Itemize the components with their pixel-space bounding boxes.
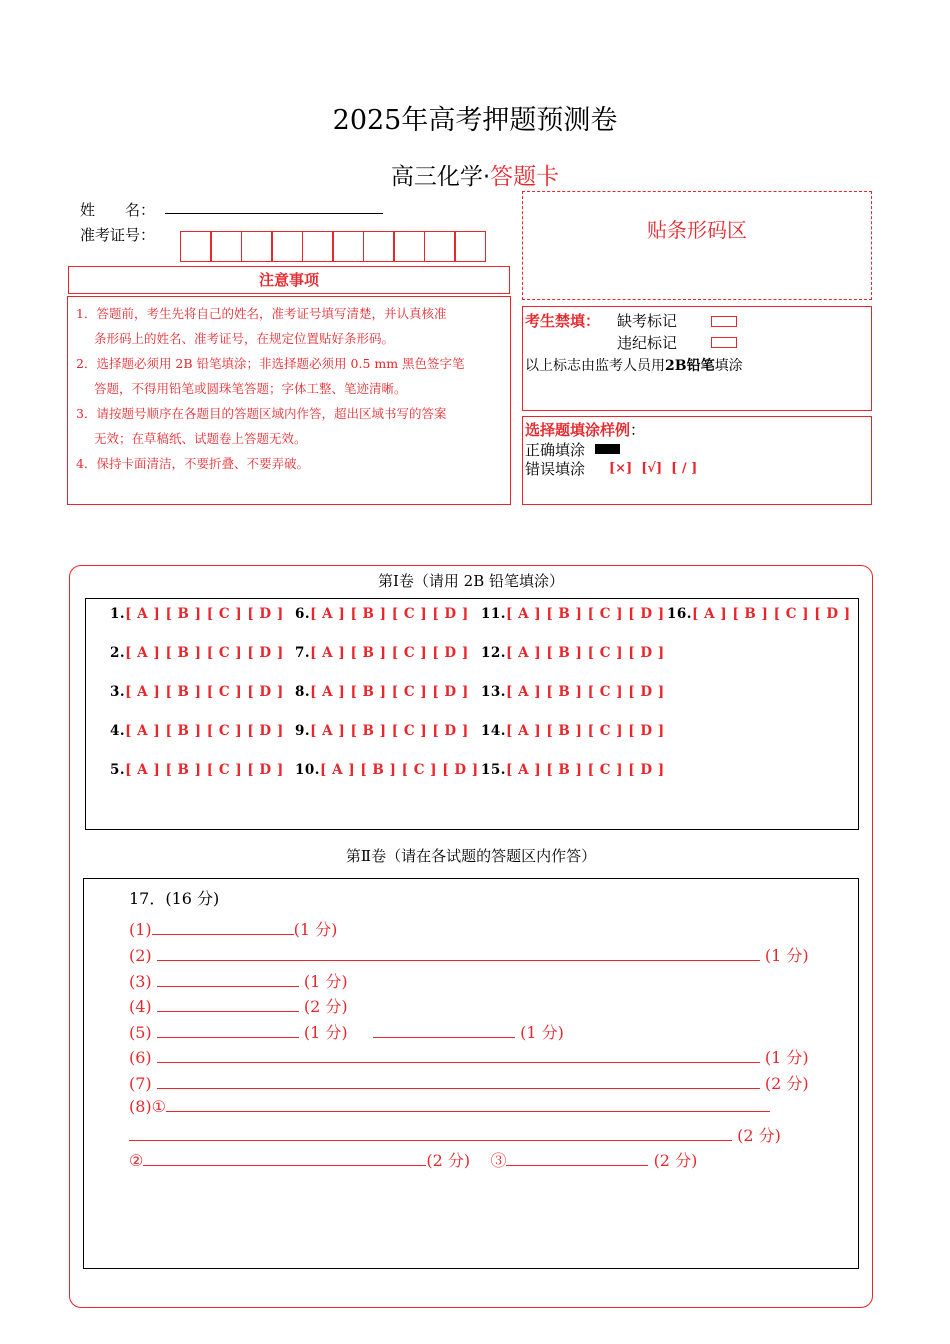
row-label: (5)	[129, 1023, 152, 1042]
row-label: (2)	[129, 946, 152, 965]
notice-item	[76, 451, 504, 476]
id-digit-box[interactable]	[180, 231, 212, 262]
notice-item	[76, 401, 504, 451]
mc-question-number: 13.	[481, 684, 506, 700]
wrong-fill-label: 错误填涂	[525, 460, 586, 478]
mc-options[interactable]: [ A ] [ B ] [ C ] [ D ]	[506, 606, 665, 622]
row-score: (1 分)	[764, 946, 809, 965]
mc-question-number: 10.	[295, 762, 320, 778]
answer-blank[interactable]	[166, 1097, 770, 1112]
exam-ban-panel	[522, 306, 872, 411]
mc-options[interactable]: [ A ] [ B ] [ C ] [ D ]	[125, 684, 284, 700]
id-number-boxes	[181, 231, 486, 262]
mc-question-number: 4.	[110, 723, 126, 739]
mc-question-number: 9.	[295, 723, 311, 739]
correct-fill-mark	[595, 444, 620, 454]
mc-options[interactable]: [ A ] [ B ] [ C ] [ D ]	[310, 723, 469, 739]
mc-options[interactable]: [ A ] [ B ] [ C ] [ D ]	[310, 684, 469, 700]
subtitle	[0, 158, 950, 191]
notice-line: 4．保持卡面清洁，不要折叠、不要弄破。	[76, 456, 309, 471]
mc-question	[295, 645, 469, 661]
barcode-area	[522, 191, 872, 300]
id-digit-box[interactable]	[393, 231, 425, 262]
notice-line: 条形码上的姓名、准考证号，在规定位置贴好条形码。	[94, 331, 395, 346]
row-label: ②	[129, 1151, 144, 1170]
q17-title: 17．(16 分)	[129, 889, 220, 908]
answer-row-1	[129, 917, 337, 940]
mc-options[interactable]: [ A ] [ B ] [ C ] [ D ]	[506, 645, 665, 661]
mc-question-number: 7.	[295, 645, 311, 661]
row-score: (2 分)	[653, 1151, 698, 1170]
answer-row-2	[129, 943, 809, 966]
row-label: (1)	[129, 920, 152, 939]
id-digit-box[interactable]	[363, 231, 395, 262]
answer-row-8-cont	[129, 1123, 781, 1146]
mc-options[interactable]: [ A ] [ B ] [ C ] [ D ]	[506, 762, 665, 778]
mc-question	[295, 684, 469, 700]
mc-question-number: 14.	[481, 723, 506, 739]
row-score: (2 分)	[737, 1126, 781, 1145]
notice-item	[76, 351, 504, 401]
note-prefix: 以上标志由监考人员用	[525, 358, 665, 374]
id-digit-box[interactable]	[271, 231, 303, 262]
mc-question-number: 3.	[110, 684, 126, 700]
mc-question	[667, 606, 851, 622]
id-digit-box[interactable]	[241, 231, 273, 262]
mc-options[interactable]: [ A ] [ B ] [ C ] [ D ]	[506, 723, 665, 739]
mc-options[interactable]: [ A ] [ B ] [ C ] [ D ]	[320, 762, 479, 778]
mc-question-number: 15.	[481, 762, 506, 778]
id-digit-box[interactable]	[210, 231, 242, 262]
row-score: (1 分)	[520, 1023, 564, 1042]
subtitle-main: 高三化学·	[390, 164, 491, 190]
multiple-choice-box	[85, 598, 859, 830]
mc-question	[110, 606, 284, 622]
notice-item	[76, 301, 504, 351]
mc-question	[481, 645, 665, 661]
answer-row-8	[129, 1097, 770, 1116]
name-label: 姓 名：	[80, 201, 156, 219]
note-suffix: 填涂	[714, 358, 743, 374]
row-label: (6)	[129, 1048, 152, 1067]
mc-options[interactable]: [ A ] [ B ] [ C ] [ D ]	[125, 723, 284, 739]
note-bold: 2B铅笔	[665, 358, 715, 374]
row-score: (1 分)	[764, 1048, 809, 1067]
mc-question	[295, 723, 469, 739]
fill-sample-panel	[522, 416, 872, 505]
notice-line: 3．请按题号顺序在各题目的答题区域内作答，超出区域书写的答案	[76, 406, 447, 421]
name-field[interactable]	[165, 213, 383, 214]
id-digit-box[interactable]	[424, 231, 456, 262]
part2-title: 第Ⅱ卷（请在各试题的答题区内作答）	[345, 847, 597, 865]
barcode-label: 贴条形码区	[647, 218, 747, 242]
absent-mark-box[interactable]	[711, 316, 737, 327]
mc-question	[481, 723, 665, 739]
answer-blank[interactable]	[506, 1151, 648, 1166]
fill-sample-heading	[525, 419, 645, 440]
answer-blank[interactable]	[157, 972, 299, 987]
row-score: (1 分)	[293, 920, 338, 939]
page-title: 2025年高考押题预测卷	[332, 105, 618, 136]
row-score: (1 分)	[303, 1023, 348, 1042]
mc-options[interactable]: [ A ] [ B ] [ C ] [ D ]	[125, 762, 284, 778]
part1-title: 第Ⅰ卷（请用 2B 铅笔填涂）	[377, 572, 565, 590]
exam-ban-label: 考生禁填：	[525, 312, 601, 330]
notice-line: 1．答题前，考生先将自己的姓名，准考证号填写清楚，并认真核准	[76, 306, 447, 321]
id-digit-box[interactable]	[302, 231, 334, 262]
row-score: (2 分)	[764, 1074, 809, 1093]
fill-sample-colon: ：	[630, 421, 646, 439]
correct-fill-label: 正确填涂	[525, 441, 586, 459]
answer-blank[interactable]	[157, 946, 760, 961]
answer-blank[interactable]	[152, 920, 294, 935]
answer-row-5	[129, 1020, 564, 1043]
row-label: ③	[490, 1151, 507, 1170]
answer-blank[interactable]	[143, 1151, 426, 1166]
answer-blank[interactable]	[373, 1023, 515, 1038]
mc-question	[110, 723, 284, 739]
notice-line: 无效；在草稿纸、试题卷上答题无效。	[94, 431, 307, 446]
mc-question	[110, 645, 284, 661]
row-label: (8)①	[129, 1097, 167, 1116]
violation-mark-label: 违纪标记	[617, 334, 678, 352]
answer-row-9	[129, 1148, 697, 1171]
answer-row-3	[129, 969, 348, 992]
mc-options[interactable]: [ A ] [ B ] [ C ] [ D ]	[310, 606, 469, 622]
mc-question	[481, 762, 665, 778]
mc-question-number: 1.	[110, 606, 126, 622]
row-score: (1 分)	[303, 972, 348, 991]
subtitle-accent: 答题卡	[490, 164, 560, 190]
row-label: (7)	[129, 1074, 152, 1093]
answer-blank[interactable]	[157, 1074, 760, 1089]
notice-body	[67, 296, 511, 505]
mc-options[interactable]: [ A ] [ B ] [ C ] [ D ]	[125, 606, 284, 622]
mc-question	[481, 684, 665, 700]
row-label: (4)	[129, 997, 152, 1016]
answer-blank[interactable]	[157, 1023, 299, 1038]
id-digit-box[interactable]	[332, 231, 364, 262]
id-label: 准考证号：	[80, 226, 156, 244]
mc-question	[481, 606, 665, 622]
mc-question-number: 16.	[667, 606, 692, 622]
answer-row-7	[129, 1071, 809, 1094]
answer-row-4	[129, 994, 348, 1017]
mc-options[interactable]: [ A ] [ B ] [ C ] [ D ]	[506, 684, 665, 700]
notice-heading: 注意事项	[68, 266, 510, 294]
id-digit-box[interactable]	[454, 231, 486, 262]
mc-question	[295, 606, 469, 622]
row-score: (2 分)	[303, 997, 348, 1016]
row-label: (3)	[129, 972, 152, 991]
absent-mark-label: 缺考标记	[617, 312, 678, 330]
mc-question-number: 5.	[110, 762, 126, 778]
mc-question	[110, 684, 284, 700]
mc-options[interactable]: [ A ] [ B ] [ C ] [ D ]	[692, 606, 851, 622]
row-score: (2 分)	[426, 1151, 471, 1170]
mc-question-number: 11.	[481, 606, 506, 622]
wrong-fill-marks: [×] [√] [ / ]	[609, 461, 698, 476]
notice-line: 2．选择题必须用 2B 铅笔填涂；非选择题必须用 0.5 mm 黑色签字笔	[76, 356, 465, 371]
fill-sample-title: 选择题填涂样例	[525, 421, 631, 439]
answer-blank[interactable]	[157, 1048, 760, 1063]
answer-blank[interactable]	[157, 997, 299, 1012]
mc-options[interactable]: [ A ] [ B ] [ C ] [ D ]	[125, 645, 284, 661]
answer-blank[interactable]	[129, 1126, 732, 1141]
mc-question	[110, 762, 284, 778]
mc-options[interactable]: [ A ] [ B ] [ C ] [ D ]	[310, 645, 469, 661]
notice-line: 答题，不得用铅笔或圆珠笔答题；字体工整、笔迹清晰。	[94, 381, 407, 396]
mc-question-number: 8.	[295, 684, 311, 700]
violation-mark-box[interactable]	[711, 337, 737, 348]
mc-question	[295, 762, 479, 778]
answer-row-6	[129, 1045, 809, 1068]
mc-question-number: 12.	[481, 645, 506, 661]
exam-ban-note	[525, 355, 743, 375]
mc-question-number: 2.	[110, 645, 126, 661]
mc-question-number: 6.	[295, 606, 311, 622]
